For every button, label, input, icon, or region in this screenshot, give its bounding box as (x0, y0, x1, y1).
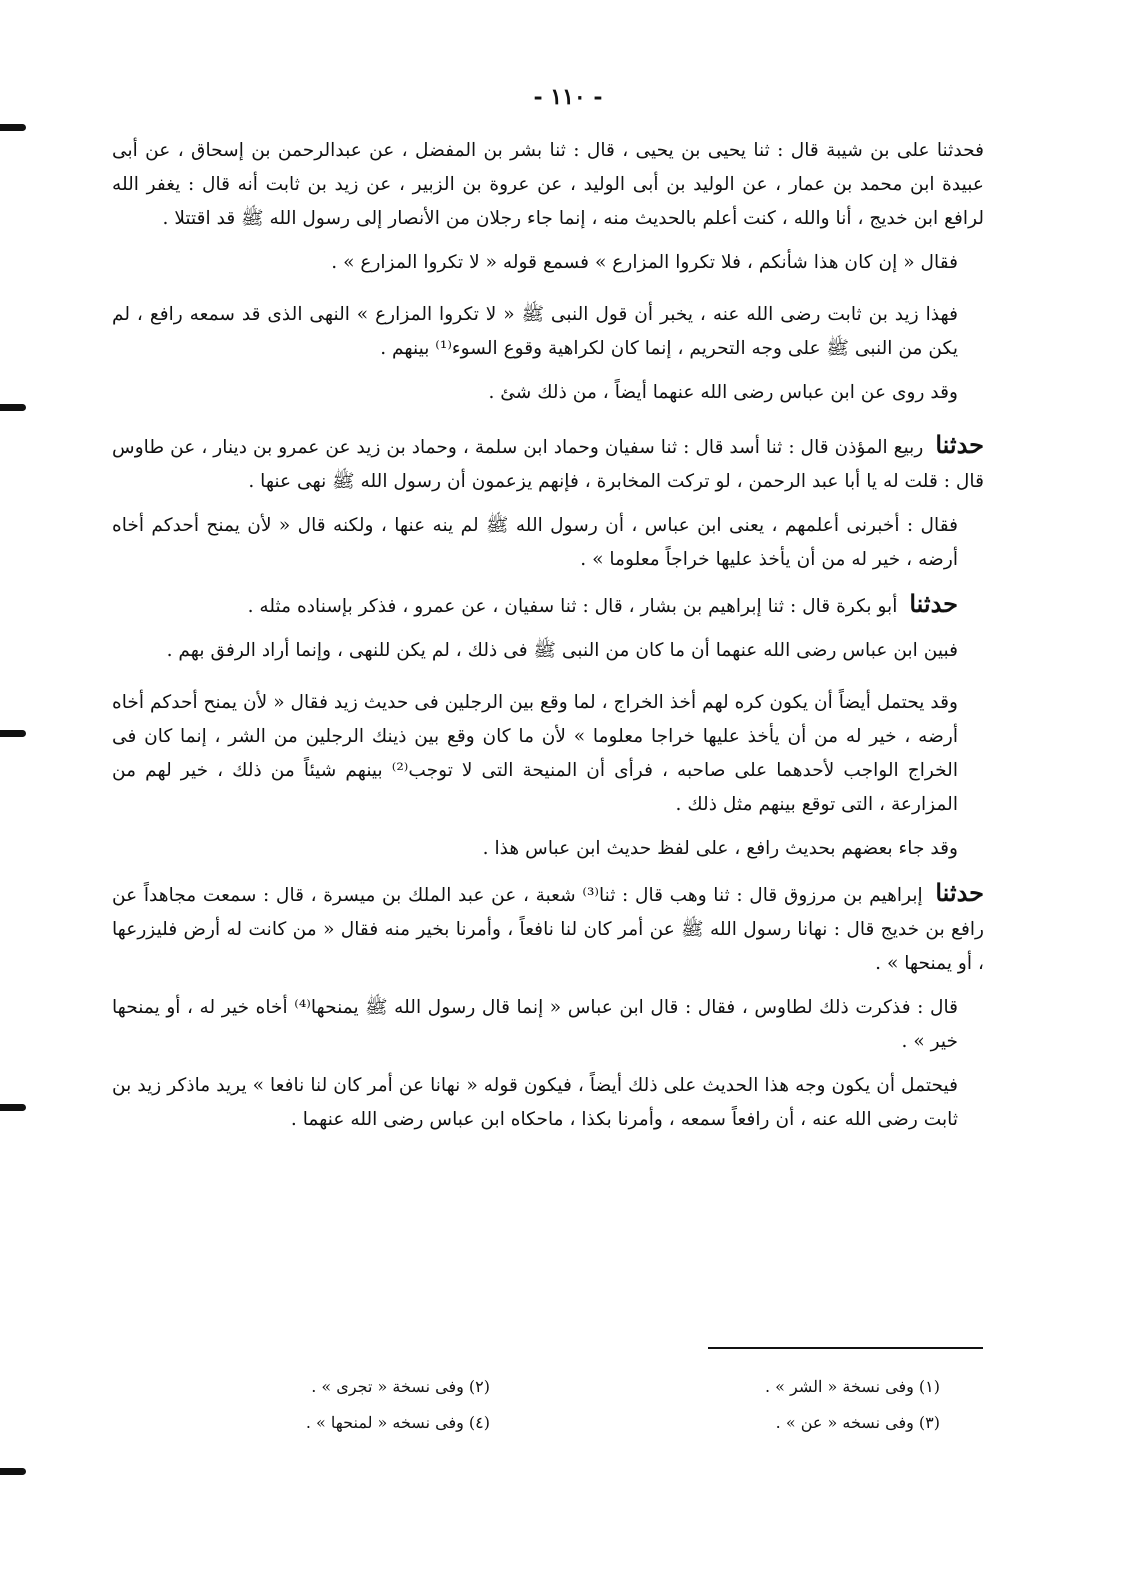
paragraph-text: أبو بكرة قال : ثنا إبراهيم بن بشار ، قال : ثنا سفيان ، عن عمرو ، فذكر بإسناده مثله . (247, 596, 898, 617)
paragraph-text: إبراهيم بن مرزوق قال : ثنا وهب قال : ثنا⁽³⁾ شعبة ، عن عبد الملك بن ميسرة ، قال : سمعت مجاهداً عن رافع بن خديج قال : نهانا رسول الله ﷺ عن أمر كان لنا نافعاً ، وأمرنا بخير منه فقال « من كانت له أرض فليزرعها ، أو يمنحها » . (112, 885, 984, 974)
hadith-lead: حدثنا (909, 589, 958, 618)
paragraph-1 (112, 134, 984, 236)
paragraph-text: قال : فذكرت ذلك لطاوس ، فقال : قال ابن عباس « إنما قال رسول الله ﷺ يمنحها⁽⁴⁾ أخاه خير له ، أو يمنحها خير » . (112, 997, 959, 1052)
paragraph-3 (112, 298, 984, 366)
paragraph-text: فيحتمل أن يكون وجه هذا الحديث على ذلك أيضاً ، فيكون قوله « نهانا عن أمر كان لنا نافعا » يريد ماذكر زيد بن ثابت رضى الله عنه ، أن رافعاً سمعه ، وأمرنا بكذا ، ماحكاه ابن عباس رضى الله عنهما . (112, 1075, 959, 1130)
paragraph-10 (112, 832, 984, 866)
page-number: - ١١٠ - (533, 84, 603, 110)
paragraph-12 (112, 991, 984, 1059)
footnote-1: (١) وفى نسخة « الشر » . (764, 1377, 940, 1396)
paragraph-7 (112, 587, 984, 624)
paragraph-text: فهذا زيد بن ثابت رضى الله عنه ، يخبر أن قول النبى ﷺ « لا تكروا المزارع » النهى الذى قد سمعه رافع ، لم يكن من النبى ﷺ على وجه التحريم ، إنما كان لكراهية وقوع السوء⁽¹⁾ بينهم . (112, 304, 958, 359)
margin-mark (0, 730, 26, 737)
footnote-3: (٣) وفى نسخه « عن » . (775, 1413, 940, 1432)
margin-mark (0, 1104, 26, 1111)
footnote-2: (٢) وفى نسخة « تجرى » . (311, 1377, 490, 1396)
margin-mark (0, 1468, 26, 1475)
hadith-lead: حدثنا (935, 878, 985, 907)
paragraph-9 (112, 686, 984, 822)
paragraph-8 (112, 634, 984, 668)
footnotes (260, 1374, 940, 1436)
paragraph-text: وقد جاء بعضهم بحديث رافع ، على لفظ حديث ابن عباس هذا . (482, 838, 958, 859)
paragraph-5 (112, 428, 984, 499)
paragraph-4 (112, 376, 984, 410)
hadith-lead: حدثنا (935, 430, 984, 459)
paragraph-text: فقال : أخبرنى أعلمهم ، يعنى ابن عباس ، أن رسول الله ﷺ لم ينه عنها ، ولكنه قال « لأن يمنح أحدكم أخاه أرضه ، خير له من أن يأخذ عليها خراجاً معلوما » . (112, 515, 958, 570)
margin-mark (0, 404, 26, 411)
paragraph-2 (112, 246, 984, 280)
paragraph-6 (112, 509, 984, 577)
margin-mark (0, 124, 26, 131)
paragraph-13 (112, 1069, 984, 1137)
paragraph-text: وقد روى عن ابن عباس رضى الله عنهما أيضاً ، من ذلك شئ . (488, 382, 958, 403)
paragraph-11 (112, 876, 984, 981)
paragraph-text: فقال « إن كان هذا شأنكم ، فلا تكروا المزارع » فسمع قوله « لا تكروا المزارع » . (331, 252, 958, 273)
footnote-4: (٤) وفى نسخه « لمنحها » . (305, 1413, 490, 1432)
paragraph-text: ربيع المؤذن قال : ثنا أسد قال : ثنا سفيان وحماد ابن سلمة ، وحماد بن زيد عن عمرو بن دينار ، عن طاوس قال : قلت له يا أبا عبد الرحمن ، لو تركت المخابرة ، فإنهم يزعمون أن رسول الله ﷺ نهى عنها . (112, 437, 984, 492)
paragraph-text: وقد يحتمل أيضاً أن يكون كره لهم أخذ الخراج ، لما وقع بين الرجلين فى حديث زيد فقال « لأن يمنح أحدكم أخاه أرضه ، خير له من أن يأخذ عليها خراجا معلوما » لأن ما كان وقع بين ذينك الرجلين من الشر ، إنما كان فى الخراج الواجب لأحدهما على صاحبه ، فرأى أن المنيحة التى لا توجب⁽²⁾ بينهم شيئاً من ذلك ، خير لهم من المزارعة ، التى توقع بينهم مثل ذلك . (112, 692, 959, 815)
body-text (112, 134, 984, 1147)
paragraph-text: فبين ابن عباس رضى الله عنهما أن ما كان من النبى ﷺ فى ذلك ، لم يكن للنهى ، وإنما أراد الرفق بهم . (166, 640, 958, 661)
footnote-divider (708, 1347, 983, 1349)
paragraph-text: فحدثنا على بن شيبة قال : ثنا يحيى بن يحيى ، قال : ثنا بشر بن المفضل ، عن عبدالرحمن بن إسحاق ، عن أبى عبيدة ابن محمد بن عمار ، عن الوليد بن أبى الوليد ، عن عروة بن الزبير ، عن زيد بن ثابت أنه قال : يغفر الله لرافع ابن خديج ، أنا والله ، كنت أعلم بالحديث منه ، إنما جاء رجلان من الأنصار إلى رسول الله ﷺ قد اقتتلا . (112, 140, 984, 229)
